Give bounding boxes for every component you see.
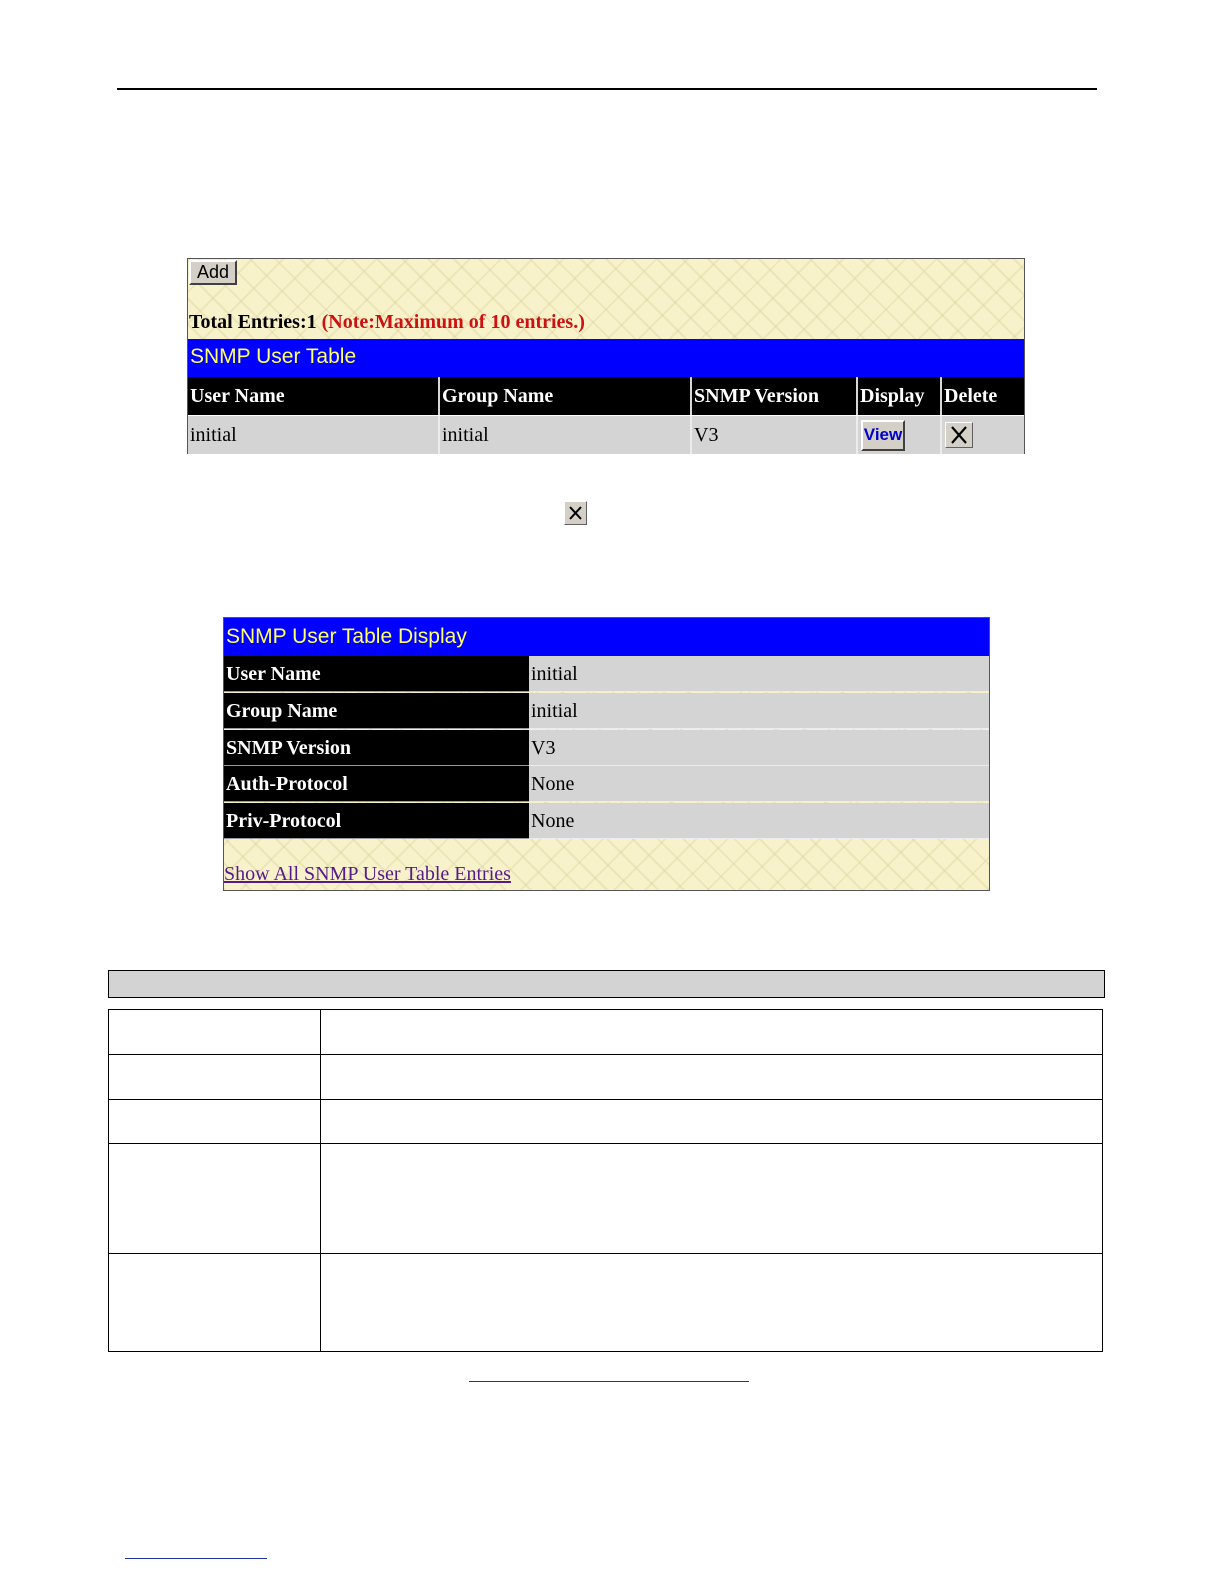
field-label: Group Name xyxy=(224,693,529,729)
table-row xyxy=(109,1254,1102,1351)
close-x-icon xyxy=(946,423,972,447)
field-value: initial xyxy=(529,693,989,729)
view-button[interactable]: View xyxy=(861,420,905,451)
display-row-snmp-version xyxy=(224,730,989,766)
column-header-group-name: Group Name xyxy=(440,377,692,415)
add-button[interactable]: Add xyxy=(189,260,237,285)
field-value: None xyxy=(529,766,989,802)
display-row-user-name xyxy=(224,656,989,692)
display-row-priv-protocol xyxy=(224,803,989,839)
table-row xyxy=(109,1010,1102,1055)
cell-group-name: initial xyxy=(440,416,692,454)
table-row xyxy=(109,1144,1102,1254)
cell-user-name: initial xyxy=(188,416,440,454)
parameter-table xyxy=(108,1009,1103,1352)
total-entries-line xyxy=(189,311,585,334)
table-row xyxy=(109,1100,1102,1144)
close-x-icon xyxy=(565,502,586,524)
column-header-delete: Delete xyxy=(944,385,998,407)
inline-delete-icon xyxy=(564,501,587,525)
total-entries-text: Total Entries:1 xyxy=(189,311,317,333)
display-row-group-name xyxy=(224,693,989,729)
field-label: SNMP Version xyxy=(224,730,529,766)
snmp-user-table-display-title: SNMP User Table Display xyxy=(224,618,989,656)
max-entries-note: (Note:Maximum of 10 entries.) xyxy=(321,311,585,333)
column-header-display: Display xyxy=(858,377,942,415)
field-value: initial xyxy=(529,656,989,692)
parameter-table-header xyxy=(108,970,1105,998)
cell-snmp-version: V3 xyxy=(692,416,858,454)
footer-link-underline xyxy=(469,1381,749,1382)
delete-button[interactable] xyxy=(945,422,973,448)
field-value: V3 xyxy=(529,730,989,766)
table-row xyxy=(109,1055,1102,1100)
field-label: User Name xyxy=(224,656,529,692)
show-all-entries-link[interactable]: Show All SNMP User Table Entries xyxy=(224,863,511,885)
page-footer-underline xyxy=(125,1558,267,1559)
snmp-user-table-screenshot xyxy=(187,258,1025,454)
table-row xyxy=(188,415,1024,454)
field-value: None xyxy=(529,803,989,839)
field-label: Priv-Protocol xyxy=(224,803,529,839)
snmp-user-table-display-screenshot xyxy=(223,617,990,891)
cell-delete xyxy=(942,416,1024,454)
column-header-user-name: User Name xyxy=(188,377,440,415)
column-header-snmp-version: SNMP Version xyxy=(692,377,858,415)
table-header-row xyxy=(188,377,1024,415)
cell-display xyxy=(858,416,942,454)
field-label: Auth-Protocol xyxy=(224,766,529,802)
page-header-rule xyxy=(117,88,1097,90)
display-row-auth-protocol xyxy=(224,766,989,802)
snmp-user-table-title: SNMP User Table xyxy=(188,339,1024,377)
